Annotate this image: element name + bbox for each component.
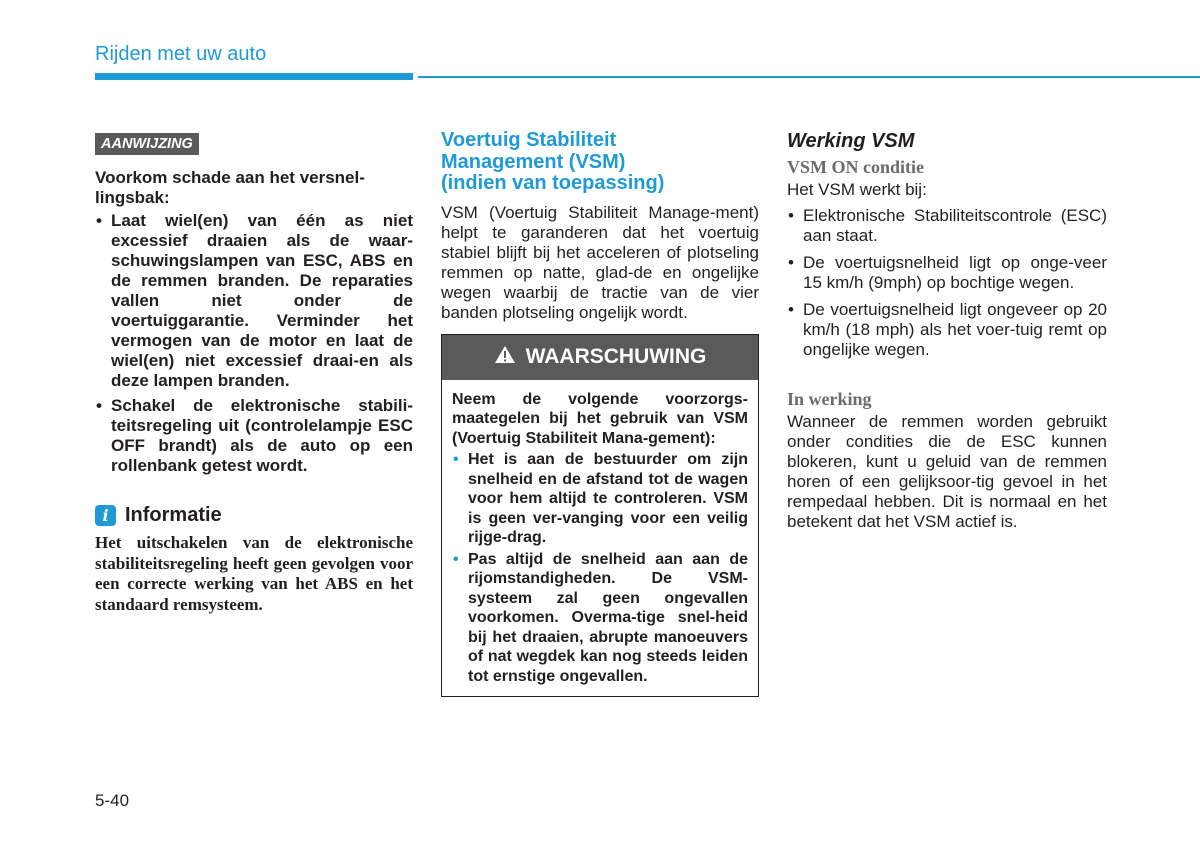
- list-item: • Het is aan de bestuurder om zijn snelheid en de afstand tot de wagen voor hem altijd te controleren. VSM is geen ver-vanging voor een veilig rijge-drag.: [452, 450, 748, 548]
- info-title: Informatie: [125, 504, 222, 526]
- warning-box: [441, 334, 759, 698]
- warning-header: [442, 335, 758, 380]
- vsm-paragraph: VSM (Voertuig Stabiliteit Manage-ment) helpt te garanderen dat het voertuig stabiel blijft bij het acceleren of plotseling remmen op natte, glad-de en ongelijke wegen waarbij de tractie van de vier banden plotseling ongelijk wordt.: [441, 202, 759, 322]
- header-rule-thick: [95, 73, 413, 80]
- warning-intro: Neem de volgende voorzorgs-maategelen bij het gebruik van VSM (Voertuig Stabiliteit Mana-gement):: [452, 390, 748, 447]
- note-list: [95, 211, 413, 476]
- column-right: [787, 130, 1107, 532]
- note-badge: AANWIJZING: [95, 133, 199, 155]
- column-left: [95, 130, 413, 615]
- warning-list: [452, 450, 748, 686]
- list-item: • Pas altijd de snelheid aan aan de rijomstandigheden. De VSM-systeem zal geen ongevallen voorkomen. Overma-tige snel-heid bij het draaien, abrupte manoeuvers of nat wegdek kan nog steeds leiden tot ernstige ongevallen.: [452, 550, 748, 687]
- subheading-in-werking: In werking: [787, 389, 872, 409]
- column-middle: [441, 130, 759, 697]
- list-item: • Elektronische Stabiliteitscontrole (ESC) aan staat.: [787, 206, 1107, 246]
- heading-line: Management (VSM): [441, 150, 626, 173]
- heading-line: Voertuig Stabiliteit: [441, 129, 617, 151]
- heading-line: (indien van toepassing): [441, 172, 665, 194]
- info-header: [95, 504, 413, 527]
- note-intro: Voorkom schade aan het versnel-lingsbak:: [95, 168, 365, 207]
- vsm-heading: [441, 130, 759, 195]
- info-text: Het uitschakelen van de elektronische stabiliteitsregeling heeft geen gevolgen voor een correcte werking van het ABS en het standaard remsysteem.: [95, 533, 413, 614]
- header-rule-thin: [418, 76, 1200, 78]
- list-item: • De voertuigsnelheid ligt op onge-veer 15 km/h (9mph) op bochtige wegen.: [787, 253, 1107, 293]
- werking-paragraph: Wanneer de remmen worden gebruikt onder condities die de ESC kunnen blokeren, kunt u geluid van de remmen horen of een gelijksoor-tig gevoel in het rempedaal hebben. Dit is normaal en het betekent dat het VSM actief is.: [787, 412, 1107, 531]
- condition-list: [787, 206, 1107, 360]
- section-title: Rijden met uw auto: [95, 43, 267, 65]
- vsm-intro: Het VSM werkt bij:: [787, 180, 927, 199]
- warning-triangle-icon: [494, 345, 516, 370]
- warning-body: [442, 380, 758, 697]
- list-item: • Laat wiel(en) van één as niet excessief draaien als de waar-schuwingslampen van ESC, ABS en de remmen branden. De reparaties vallen niet onder de voertuiggarantie. Verminder het vermogen van de motor en laat de wiel(en) niet excessief draai-en als deze lampen branden.: [95, 211, 413, 391]
- subheading-on: VSM ON conditie: [787, 157, 924, 177]
- page-number: 5-40: [95, 791, 130, 810]
- warning-title: WAARSCHUWING: [525, 345, 707, 368]
- list-item: • De voertuigsnelheid ligt ongeveer op 20 km/h (18 mph) als het voer-tuig remt op ongelijke wegen.: [787, 300, 1107, 360]
- werking-heading: Werking VSM: [787, 130, 915, 152]
- list-item: • Schakel de elektronische stabili-teitsregeling uit (controlelampje ESC OFF brandt) als de auto op een rollenbank getest wordt.: [95, 396, 413, 476]
- info-icon: i: [95, 505, 116, 526]
